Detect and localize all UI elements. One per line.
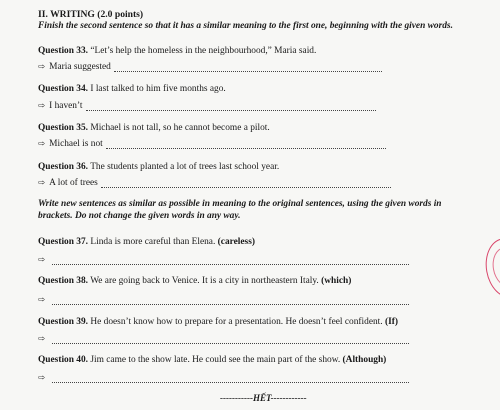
answer-line-38[interactable] bbox=[38, 295, 409, 305]
question-33 bbox=[38, 46, 316, 56]
question-number: Question 33. bbox=[38, 46, 89, 56]
answer-blank[interactable] bbox=[101, 178, 391, 188]
question-number: Question 36. bbox=[38, 162, 89, 172]
question-text: The students planted a lot of trees last school year. bbox=[88, 162, 280, 172]
arrow-icon: ⇨ bbox=[38, 255, 46, 265]
question-37 bbox=[38, 237, 255, 247]
question-text: He doesn’t know how to prepare for a presentation. He doesn’t feel confident. bbox=[88, 317, 385, 327]
answer-start: Michael is not bbox=[49, 139, 103, 149]
given-word: (Although) bbox=[342, 355, 387, 365]
question-number: Question 34. bbox=[38, 84, 89, 94]
red-seal-stamp bbox=[481, 235, 500, 301]
question-34 bbox=[38, 84, 226, 94]
question-number: Question 35. bbox=[38, 123, 89, 133]
question-40 bbox=[38, 355, 386, 365]
instruction-part-1: Finish the second sentence so that it has a similar meaning to the first one, beginning with the given words. bbox=[38, 21, 453, 31]
answer-start: Maria suggested bbox=[49, 62, 111, 72]
answer-blank[interactable] bbox=[86, 101, 376, 111]
answer-blank[interactable] bbox=[106, 139, 386, 149]
arrow-icon: ⇨ bbox=[38, 139, 46, 149]
answer-blank[interactable] bbox=[114, 62, 382, 72]
answer-blank[interactable] bbox=[52, 373, 409, 383]
given-word: (careless) bbox=[217, 237, 255, 247]
question-text: We are going back to Venice. It is a city in northeastern Italy. bbox=[88, 276, 322, 286]
question-number: Question 38. bbox=[38, 276, 89, 286]
answer-line-34[interactable] bbox=[38, 101, 376, 111]
question-39 bbox=[38, 317, 398, 327]
question-text: Michael is not tall, so he cannot become a pilot. bbox=[88, 123, 270, 133]
arrow-icon: ⇨ bbox=[38, 101, 46, 111]
answer-blank[interactable] bbox=[52, 295, 409, 305]
arrow-icon: ⇨ bbox=[38, 334, 46, 344]
arrow-icon: ⇨ bbox=[38, 295, 46, 305]
question-36 bbox=[38, 162, 279, 172]
answer-line-35[interactable] bbox=[38, 139, 386, 149]
answer-line-40[interactable] bbox=[38, 373, 409, 383]
section-title: II. WRITING (2.0 points) bbox=[38, 9, 144, 20]
question-38 bbox=[38, 276, 351, 286]
seal-inner-ring bbox=[490, 245, 500, 289]
arrow-icon: ⇨ bbox=[38, 373, 46, 383]
question-text: “Let’s help the homeless in the neighbourhood,” Maria said. bbox=[88, 46, 317, 56]
arrow-icon: ⇨ bbox=[38, 178, 46, 188]
question-text: Jim came to the show late. He could see the main part of the show. bbox=[88, 355, 343, 365]
question-text: I last talked to him five months ago. bbox=[88, 84, 226, 94]
arrow-icon: ⇨ bbox=[38, 62, 46, 72]
answer-line-37[interactable] bbox=[38, 255, 409, 265]
answer-blank[interactable] bbox=[52, 255, 409, 265]
question-number: Question 40. bbox=[38, 355, 89, 365]
given-word: (If) bbox=[384, 317, 398, 327]
question-text: Linda is more careful than Elena. bbox=[88, 237, 218, 247]
given-word: (which) bbox=[321, 276, 352, 286]
end-marker: -----------HẾT------------ bbox=[220, 393, 307, 403]
answer-start: I haven’t bbox=[49, 101, 83, 111]
question-number: Question 37. bbox=[38, 237, 89, 247]
answer-line-33[interactable] bbox=[38, 62, 382, 72]
question-35 bbox=[38, 123, 270, 133]
answer-line-39[interactable] bbox=[38, 334, 409, 344]
answer-blank[interactable] bbox=[52, 334, 409, 344]
instruction-part-2: Write new sentences as similar as possible in meaning to the original sentences, using the given words in brackets. Do not change the given words in any way. bbox=[38, 199, 442, 221]
answer-start: A lot of trees bbox=[49, 178, 98, 188]
question-number: Question 39. bbox=[38, 317, 89, 327]
answer-line-36[interactable] bbox=[38, 178, 391, 188]
